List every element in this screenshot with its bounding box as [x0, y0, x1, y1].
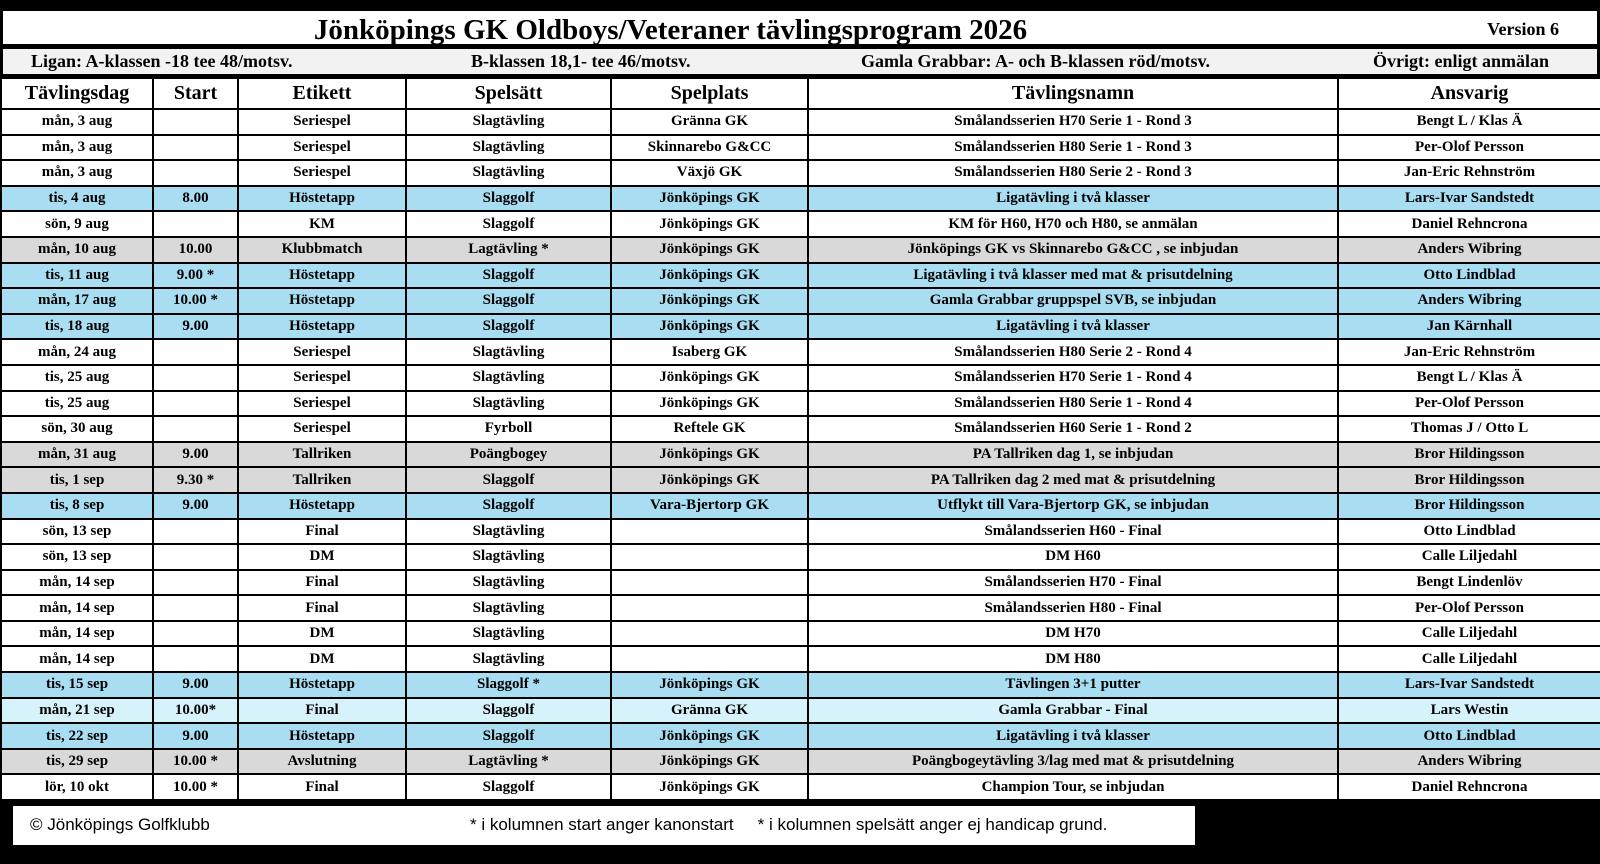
cell-tavlingsnamn: Smålandsserien H80 Serie 2 - Rond 3	[808, 160, 1338, 186]
table-row	[1, 314, 1600, 340]
cell-start	[153, 339, 238, 365]
table-row	[1, 391, 1600, 417]
cell-etikett: Höstetapp	[238, 263, 406, 289]
cell-spelplats: Jönköpings GK	[611, 263, 808, 289]
cell-spelsatt: Poängbogey	[406, 442, 611, 468]
cell-spelplats: Jönköpings GK	[611, 237, 808, 263]
cell-spelplats: Växjö GK	[611, 160, 808, 186]
cell-start	[153, 595, 238, 621]
table-row	[1, 237, 1600, 263]
cell-ansvarig: Lars-Ivar Sandstedt	[1338, 186, 1600, 212]
cell-tavlingsdag: sön, 13 sep	[1, 544, 153, 570]
cell-spelsatt: Slagtävling	[406, 109, 611, 135]
cell-etikett: DM	[238, 621, 406, 647]
cell-tavlingsdag: mån, 24 aug	[1, 339, 153, 365]
cell-etikett: Klubbmatch	[238, 237, 406, 263]
cell-tavlingsdag: tis, 4 aug	[1, 186, 153, 212]
cell-spelplats: Gränna GK	[611, 698, 808, 724]
table-row	[1, 749, 1600, 775]
cell-etikett: Höstetapp	[238, 493, 406, 519]
cell-spelplats	[611, 519, 808, 545]
table-row	[1, 263, 1600, 289]
cell-tavlingsnamn: KM för H60, H70 och H80, se anmälan	[808, 211, 1338, 237]
cell-tavlingsnamn: Champion Tour, se inbjudan	[808, 774, 1338, 800]
cell-start	[153, 621, 238, 647]
table-row	[1, 595, 1600, 621]
cell-spelplats: Jönköpings GK	[611, 211, 808, 237]
cell-ansvarig: Anders Wibring	[1338, 288, 1600, 314]
cell-spelsatt: Slaggolf	[406, 211, 611, 237]
cell-start: 10.00 *	[153, 749, 238, 775]
cell-etikett: Seriespel	[238, 109, 406, 135]
cell-etikett: DM	[238, 544, 406, 570]
cell-ansvarig: Per-Olof Persson	[1338, 135, 1600, 161]
cell-ansvarig: Anders Wibring	[1338, 749, 1600, 775]
cell-start: 10.00 *	[153, 288, 238, 314]
cell-start	[153, 519, 238, 545]
cell-tavlingsnamn: Ligatävling i två klasser	[808, 186, 1338, 212]
table-row	[1, 288, 1600, 314]
table-row	[1, 416, 1600, 442]
cell-tavlingsdag: tis, 29 sep	[1, 749, 153, 775]
legend-ovrigt: Övrigt: enligt anmälan	[1373, 51, 1549, 71]
cell-tavlingsdag: tis, 15 sep	[1, 672, 153, 698]
cell-start: 10.00 *	[153, 774, 238, 800]
cell-ansvarig: Lars-Ivar Sandstedt	[1338, 672, 1600, 698]
table-row	[1, 442, 1600, 468]
cell-tavlingsdag: mån, 3 aug	[1, 160, 153, 186]
cell-spelplats: Jönköpings GK	[611, 314, 808, 340]
cell-spelplats: Isaberg GK	[611, 339, 808, 365]
schedule-table	[0, 77, 1600, 801]
cell-etikett: Final	[238, 595, 406, 621]
cell-start: 9.00	[153, 672, 238, 698]
cell-tavlingsnamn: Smålandsserien H60 - Final	[808, 519, 1338, 545]
cell-spelsatt: Slagtävling	[406, 519, 611, 545]
col-header-start: Start	[153, 78, 238, 109]
table-row	[1, 519, 1600, 545]
cell-tavlingsdag: tis, 11 aug	[1, 263, 153, 289]
cell-tavlingsnamn: Gamla Grabbar gruppspel SVB, se inbjudan	[808, 288, 1338, 314]
cell-etikett: Final	[238, 519, 406, 545]
cell-spelplats: Jönköpings GK	[611, 774, 808, 800]
cell-spelplats: Vara-Bjertorp GK	[611, 493, 808, 519]
cell-ansvarig: Bengt L / Klas Ä	[1338, 109, 1600, 135]
cell-ansvarig: Jan Kärnhall	[1338, 314, 1600, 340]
cell-spelsatt: Slagtävling	[406, 595, 611, 621]
cell-start	[153, 570, 238, 596]
cell-tavlingsdag: mån, 21 sep	[1, 698, 153, 724]
cell-start: 10.00	[153, 237, 238, 263]
cell-etikett: Seriespel	[238, 135, 406, 161]
cell-tavlingsdag: tis, 25 aug	[1, 365, 153, 391]
cell-tavlingsdag: mån, 14 sep	[1, 621, 153, 647]
cell-spelsatt: Lagtävling *	[406, 749, 611, 775]
cell-tavlingsnamn: PA Tallriken dag 1, se inbjudan	[808, 442, 1338, 468]
table-row	[1, 493, 1600, 519]
cell-start	[153, 391, 238, 417]
cell-spelplats: Jönköpings GK	[611, 672, 808, 698]
cell-spelplats: Gränna GK	[611, 109, 808, 135]
cell-etikett: Höstetapp	[238, 672, 406, 698]
cell-spelsatt: Slagtävling	[406, 339, 611, 365]
cell-spelplats: Jönköpings GK	[611, 365, 808, 391]
cell-ansvarig: Calle Liljedahl	[1338, 646, 1600, 672]
cell-spelsatt: Slagtävling	[406, 646, 611, 672]
cell-spelplats	[611, 544, 808, 570]
cell-ansvarig: Daniel Rehncrona	[1338, 211, 1600, 237]
cell-ansvarig: Bengt Lindenlöv	[1338, 570, 1600, 596]
table-row	[1, 135, 1600, 161]
col-header-spelsatt: Spelsätt	[406, 78, 611, 109]
cell-tavlingsdag: mån, 14 sep	[1, 570, 153, 596]
cell-ansvarig: Bengt L / Klas Ä	[1338, 365, 1600, 391]
cell-etikett: Höstetapp	[238, 723, 406, 749]
cell-start	[153, 416, 238, 442]
table-row	[1, 467, 1600, 493]
cell-tavlingsdag: mån, 31 aug	[1, 442, 153, 468]
title-bar	[0, 11, 1600, 49]
legend-gamla-grabbar: Gamla Grabbar: A- och B-klassen röd/motsv.	[861, 51, 1211, 71]
table-row	[1, 621, 1600, 647]
cell-start: 9.00	[153, 723, 238, 749]
cell-tavlingsdag: sön, 13 sep	[1, 519, 153, 545]
cell-start: 9.00	[153, 493, 238, 519]
footnote-start: * i kolumnen start anger kanonstart	[470, 815, 734, 834]
cell-tavlingsnamn: Ligatävling i två klasser	[808, 314, 1338, 340]
cell-tavlingsnamn: Ligatävling i två klasser	[808, 723, 1338, 749]
table-row	[1, 109, 1600, 135]
table-row	[1, 339, 1600, 365]
cell-spelsatt: Slaggolf	[406, 186, 611, 212]
cell-spelsatt: Slaggolf	[406, 314, 611, 340]
cell-spelsatt: Slaggolf *	[406, 672, 611, 698]
cell-tavlingsnamn: Smålandsserien H80 Serie 1 - Rond 4	[808, 391, 1338, 417]
cell-etikett: Höstetapp	[238, 288, 406, 314]
table-row	[1, 672, 1600, 698]
cell-tavlingsnamn: Smålandsserien H70 Serie 1 - Rond 3	[808, 109, 1338, 135]
cell-tavlingsdag: tis, 1 sep	[1, 467, 153, 493]
table-row	[1, 646, 1600, 672]
cell-ansvarig: Per-Olof Persson	[1338, 595, 1600, 621]
cell-start: 10.00*	[153, 698, 238, 724]
schedule-sheet	[0, 9, 1600, 804]
cell-spelplats	[611, 621, 808, 647]
cell-start: 9.30 *	[153, 467, 238, 493]
cell-tavlingsnamn: Poängbogeytävling 3/lag med mat & prisutdelning	[808, 749, 1338, 775]
cell-etikett: KM	[238, 211, 406, 237]
cell-tavlingsnamn: Tävlingen 3+1 putter	[808, 672, 1338, 698]
cell-tavlingsdag: mån, 14 sep	[1, 595, 153, 621]
cell-tavlingsdag: lör, 10 okt	[1, 774, 153, 800]
cell-ansvarig: Jan-Eric Rehnström	[1338, 160, 1600, 186]
legend-ligan-a: Ligan: A-klassen -18 tee 48/motsv.	[31, 51, 293, 71]
cell-spelsatt: Slagtävling	[406, 160, 611, 186]
table-row	[1, 570, 1600, 596]
cell-etikett: DM	[238, 646, 406, 672]
cell-ansvarig: Per-Olof Persson	[1338, 391, 1600, 417]
cell-etikett: Final	[238, 774, 406, 800]
legend-bar	[0, 49, 1600, 77]
cell-ansvarig: Anders Wibring	[1338, 237, 1600, 263]
cell-spelplats: Jönköpings GK	[611, 467, 808, 493]
table-header-row	[1, 78, 1600, 109]
cell-spelplats	[611, 595, 808, 621]
cell-etikett: Höstetapp	[238, 314, 406, 340]
cell-start	[153, 646, 238, 672]
cell-ansvarig: Thomas J / Otto L	[1338, 416, 1600, 442]
cell-start: 9.00 *	[153, 263, 238, 289]
cell-ansvarig: Calle Liljedahl	[1338, 544, 1600, 570]
copyright-text: © Jönköpings Golfklubb	[30, 815, 210, 834]
cell-tavlingsdag: tis, 22 sep	[1, 723, 153, 749]
cell-spelsatt: Slagtävling	[406, 391, 611, 417]
cell-ansvarig: Otto Lindblad	[1338, 263, 1600, 289]
cell-etikett: Seriespel	[238, 339, 406, 365]
cell-tavlingsnamn: DM H70	[808, 621, 1338, 647]
cell-tavlingsdag: tis, 25 aug	[1, 391, 153, 417]
table-row	[1, 160, 1600, 186]
cell-spelsatt: Lagtävling *	[406, 237, 611, 263]
cell-ansvarig: Otto Lindblad	[1338, 519, 1600, 545]
footer	[0, 806, 1600, 864]
cell-ansvarig: Bror Hildingsson	[1338, 493, 1600, 519]
cell-tavlingsdag: mån, 3 aug	[1, 109, 153, 135]
col-header-tavlingsnamn: Tävlingsnamn	[808, 78, 1338, 109]
table-row	[1, 211, 1600, 237]
table-row	[1, 544, 1600, 570]
footnote-spelsatt: * i kolumnen spelsätt anger ej handicap grund.	[757, 815, 1108, 834]
cell-spelsatt: Slagtävling	[406, 621, 611, 647]
col-header-spelplats: Spelplats	[611, 78, 808, 109]
cell-start: 8.00	[153, 186, 238, 212]
cell-tavlingsdag: tis, 18 aug	[1, 314, 153, 340]
cell-spelplats: Jönköpings GK	[611, 186, 808, 212]
col-header-tavlingsdag: Tävlingsdag	[1, 78, 153, 109]
cell-etikett: Seriespel	[238, 391, 406, 417]
cell-spelsatt: Fyrboll	[406, 416, 611, 442]
footnotes	[470, 815, 1107, 835]
cell-tavlingsnamn: DM H60	[808, 544, 1338, 570]
cell-tavlingsdag: mån, 10 aug	[1, 237, 153, 263]
cell-spelsatt: Slaggolf	[406, 467, 611, 493]
cell-spelsatt: Slaggolf	[406, 723, 611, 749]
cell-spelsatt: Slaggolf	[406, 288, 611, 314]
cell-tavlingsnamn: Gamla Grabbar - Final	[808, 698, 1338, 724]
cell-start	[153, 160, 238, 186]
cell-spelplats	[611, 646, 808, 672]
legend-b-klassen: B-klassen 18,1- tee 46/motsv.	[471, 51, 691, 71]
cell-spelsatt: Slaggolf	[406, 493, 611, 519]
version-label: Version 6	[1487, 19, 1559, 39]
cell-spelsatt: Slagtävling	[406, 544, 611, 570]
cell-tavlingsnamn: Smålandsserien H60 Serie 1 - Rond 2	[808, 416, 1338, 442]
table-row	[1, 723, 1600, 749]
cell-start	[153, 211, 238, 237]
cell-etikett: Final	[238, 570, 406, 596]
cell-tavlingsdag: mån, 14 sep	[1, 646, 153, 672]
cell-spelplats: Jönköpings GK	[611, 723, 808, 749]
cell-ansvarig: Lars Westin	[1338, 698, 1600, 724]
cell-etikett: Tallriken	[238, 442, 406, 468]
cell-etikett: Avslutning	[238, 749, 406, 775]
cell-etikett: Seriespel	[238, 365, 406, 391]
cell-etikett: Seriespel	[238, 160, 406, 186]
cell-tavlingsnamn: DM H80	[808, 646, 1338, 672]
cell-spelplats: Jönköpings GK	[611, 288, 808, 314]
cell-tavlingsnamn: Ligatävling i två klasser med mat & prisutdelning	[808, 263, 1338, 289]
table-row	[1, 698, 1600, 724]
cell-tavlingsnamn: PA Tallriken dag 2 med mat & prisutdelning	[808, 467, 1338, 493]
cell-etikett: Höstetapp	[238, 186, 406, 212]
cell-tavlingsnamn: Smålandsserien H80 Serie 2 - Rond 4	[808, 339, 1338, 365]
cell-start	[153, 544, 238, 570]
cell-spelsatt: Slagtävling	[406, 135, 611, 161]
cell-start: 9.00	[153, 314, 238, 340]
cell-ansvarig: Otto Lindblad	[1338, 723, 1600, 749]
table-row	[1, 365, 1600, 391]
cell-spelsatt: Slagtävling	[406, 365, 611, 391]
table-row	[1, 774, 1600, 800]
cell-tavlingsnamn: Smålandsserien H70 - Final	[808, 570, 1338, 596]
cell-etikett: Final	[238, 698, 406, 724]
cell-spelsatt: Slagtävling	[406, 570, 611, 596]
cell-spelsatt: Slaggolf	[406, 774, 611, 800]
cell-spelplats: Reftele GK	[611, 416, 808, 442]
cell-start	[153, 109, 238, 135]
cell-tavlingsdag: tis, 8 sep	[1, 493, 153, 519]
cell-ansvarig: Bror Hildingsson	[1338, 442, 1600, 468]
cell-ansvarig: Calle Liljedahl	[1338, 621, 1600, 647]
page-title: Jönköpings GK Oldboys/Veteraner tävlingsprogram 2026	[313, 14, 1028, 46]
cell-tavlingsnamn: Smålandsserien H80 - Final	[808, 595, 1338, 621]
cell-spelplats	[611, 570, 808, 596]
cell-tavlingsdag: mån, 3 aug	[1, 135, 153, 161]
cell-tavlingsnamn: Smålandsserien H70 Serie 1 - Rond 4	[808, 365, 1338, 391]
cell-start	[153, 365, 238, 391]
cell-spelsatt: Slaggolf	[406, 263, 611, 289]
cell-spelplats: Jönköpings GK	[611, 442, 808, 468]
cell-tavlingsdag: sön, 9 aug	[1, 211, 153, 237]
cell-tavlingsnamn: Utflykt till Vara-Bjertorp GK, se inbjudan	[808, 493, 1338, 519]
cell-tavlingsnamn: Smålandsserien H80 Serie 1 - Rond 3	[808, 135, 1338, 161]
footer-strip	[13, 806, 1195, 845]
cell-tavlingsnamn: Jönköpings GK vs Skinnarebo G&CC , se inbjudan	[808, 237, 1338, 263]
cell-ansvarig: Daniel Rehncrona	[1338, 774, 1600, 800]
col-header-etikett: Etikett	[238, 78, 406, 109]
cell-spelplats: Jönköpings GK	[611, 391, 808, 417]
col-header-ansvarig: Ansvarig	[1338, 78, 1600, 109]
cell-tavlingsdag: mån, 17 aug	[1, 288, 153, 314]
cell-ansvarig: Bror Hildingsson	[1338, 467, 1600, 493]
cell-tavlingsdag: sön, 30 aug	[1, 416, 153, 442]
cell-spelsatt: Slaggolf	[406, 698, 611, 724]
cell-ansvarig: Jan-Eric Rehnström	[1338, 339, 1600, 365]
cell-start	[153, 135, 238, 161]
cell-spelplats: Jönköpings GK	[611, 749, 808, 775]
cell-etikett: Seriespel	[238, 416, 406, 442]
table-row	[1, 186, 1600, 212]
cell-etikett: Tallriken	[238, 467, 406, 493]
cell-spelplats: Skinnarebo G&CC	[611, 135, 808, 161]
cell-start: 9.00	[153, 442, 238, 468]
